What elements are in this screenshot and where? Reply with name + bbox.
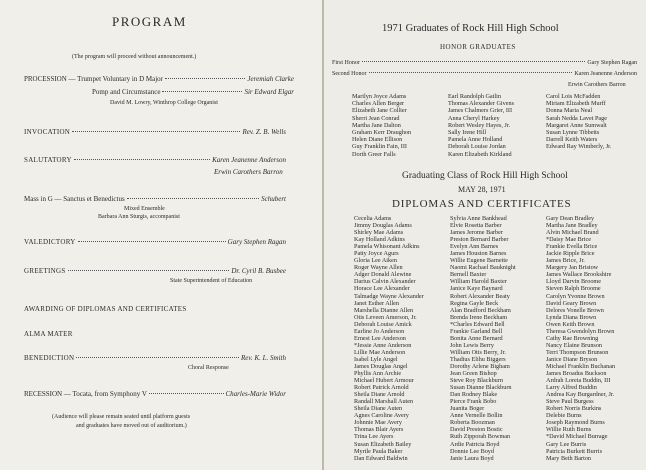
graduate-name: Susan Elizabeth Bailey <box>354 440 412 448</box>
honor-name: Donna Maria Neal <box>546 107 593 115</box>
graduate-name: Brenda Irene Beckham <box>450 313 508 321</box>
honor-name: Sally Irene Hill <box>448 129 487 137</box>
honor-name: Helen Diane Ellison <box>352 136 403 144</box>
graduate-name: Cecelia Adams <box>354 215 392 222</box>
graduate-name: Ardrah Loreta Buddin, III <box>546 377 611 385</box>
graduate-name: Darius Calvin Alexander <box>354 278 416 286</box>
graduate-name: William Otis Berry, Jr. <box>450 348 506 356</box>
honor-name: Margaret Anne Sumwalt <box>546 121 607 129</box>
honor-heading: HONOR GRADUATES <box>440 43 516 51</box>
graduate-name: Donnie Lee Boyd <box>450 447 494 455</box>
graduate-name: Isabel Lyle Angel <box>354 355 398 363</box>
graduate-name: Thadius Elihu Biggers <box>450 355 506 363</box>
graduate-name: Johnnie Mae Avery <box>354 419 402 427</box>
graduate-name: Pamela Whisonant Adkins <box>354 243 420 251</box>
graduate-name: Margery Jan Bristow <box>546 264 599 272</box>
graduate-name: Myrtle Paula Baker <box>354 447 403 455</box>
honor-name: Karen Elizabeth Kirkland <box>448 150 512 158</box>
graduate-name: James Houston Barnes <box>450 250 507 258</box>
graduate-name: Willie Eugene Barnette <box>450 257 508 265</box>
graduate-name: Ardie Patricia Boyd <box>450 440 500 448</box>
honor-name: Thomas Alexander Givens <box>448 100 514 108</box>
graduate-name: Jimmy Douglas Adams <box>354 222 412 230</box>
mass-ensemble: Mixed Ensemble <box>124 206 165 212</box>
graduate-name: Sheila Diane Auten <box>354 405 403 413</box>
salutatory-row: SALUTATORY Karen Jeanenne Anderson <box>24 156 286 164</box>
graduate-name: Evelyn Ann Barnes <box>450 243 499 251</box>
graduate-name: Delores Vonelle Brown <box>546 306 604 314</box>
graduate-name: Preston Bernard Barber <box>450 236 509 244</box>
closing-note-2: and graduates have moved out of auditorium.) <box>76 423 187 429</box>
graduate-name: Andrea Kay Burgardner, Jr. <box>546 391 615 399</box>
diplomas-heading: DIPLOMAS AND CERTIFICATES <box>392 198 572 210</box>
honor-name: Charles Allen Berger <box>352 100 405 108</box>
graduate-name: Earline Jo Anderson <box>354 327 405 335</box>
honor-name: Edward Ray Wimberly, Jr. <box>546 143 612 151</box>
graduate-name: Jackie Ripple Brice <box>546 250 595 258</box>
graduate-name: Patricia Burkett Burris <box>546 447 603 455</box>
graduate-name: Thomas Blair Ayers <box>354 426 404 434</box>
recession-row: RECESSION — Tocata, from Symphony V Charles-Marie Widor <box>24 390 286 398</box>
honor-name: Deborah Louise Jordan <box>448 143 506 151</box>
graduate-name: Deborah Louise Amick <box>354 320 412 328</box>
graduate-name: Theresa Gwendolyn Brown <box>546 327 615 335</box>
diploma-column-1 <box>354 215 424 462</box>
graduate-name: Robert Alexander Beaty <box>450 292 510 300</box>
honor-column-2 <box>448 93 514 158</box>
graduate-name: John Lewis Berry <box>450 341 494 349</box>
honor-name: James Chalmers Grier, III <box>448 107 513 115</box>
alma-mater-heading: ALMA MATER <box>24 330 73 338</box>
graduate-name: Jean Green Bishop <box>450 370 497 378</box>
graduate-name: Susan Dianne Blackburn <box>450 384 512 392</box>
graduate-name: Agnes Caroline Avery <box>354 412 409 420</box>
honor-name: Carol Lois McFadden <box>546 93 601 100</box>
graduate-name: Carolyn Yvonne Brown <box>546 292 605 300</box>
graduate-name: Roger Wayne Allen <box>354 264 403 272</box>
honor-name: Miriam Elizabeth Murff <box>546 100 606 108</box>
honor-name: Martha Jane Dalton <box>352 121 401 129</box>
invocation-row: INVOCATION Rev. Z. B. Wells <box>24 128 286 136</box>
class-date: MAY 28, 1971 <box>458 185 506 194</box>
graduate-name: James Douglas Angel <box>354 362 408 370</box>
graduate-name: *Charles Edward Bell <box>450 320 505 328</box>
graduate-name: Randall Marshall Auten <box>354 398 414 406</box>
graduate-name: Janice Diane Bryson <box>546 355 598 363</box>
graduate-name: James Brice, Jr. <box>546 257 585 265</box>
graduate-name: Steven Ralph Broome <box>546 285 601 293</box>
graduate-name: Lloyd Darvin Broome <box>546 278 601 286</box>
graduate-name: Sheila Diane Arnold <box>354 391 405 399</box>
graduate-name: Kay Holland Adkins <box>354 236 405 244</box>
graduate-name: Mary Beth Barton <box>546 454 592 462</box>
graduate-name: Michael Hubert Armour <box>354 377 414 385</box>
graduate-name: Phyllis Ann Archie <box>354 370 402 378</box>
first-honor-row: First Honor Gary Stephen Ragan <box>332 60 637 66</box>
graduate-name: Martha Jane Bradley <box>546 222 598 230</box>
graduate-name: Marshella Dianne Allen <box>354 306 414 314</box>
greetings-row: GREETINGS Dr. Cyril B. Busbee <box>24 267 286 275</box>
graduate-name: *David Michael Burrage <box>546 433 608 441</box>
graduate-name: Willie Ruth Burns <box>546 426 592 434</box>
graduate-name: Talmadge Wayne Alexander <box>354 292 424 300</box>
graduate-name: Terri Thompson Brunson <box>546 348 609 356</box>
honor-name: Darrell Keith Waters <box>546 136 598 144</box>
choral-response: Choral Response <box>188 365 229 371</box>
graduate-name: Elvie Rosetta Barber <box>450 222 502 230</box>
mass-accompanist: Barbara Ann Sturgis, accompanist <box>98 214 180 220</box>
graduate-name: Ernest Lee Anderson <box>354 334 406 342</box>
graduate-name: Lillie Mae Anderson <box>354 348 406 356</box>
graduate-name: Larry Alfred Buddin <box>546 384 597 392</box>
honor-name: Robert Wesley Hayes, Jr. <box>448 121 511 129</box>
graduate-name: Shirley Mae Adams <box>354 229 404 237</box>
graduate-name: Cathy Rae Browning <box>546 334 599 342</box>
organist: David M. Lowry, Winthrop College Organist <box>110 100 218 106</box>
honor-name: Sherri Jean Conrad <box>352 114 400 122</box>
graduate-name: Dan Edward Baldwin <box>354 454 408 462</box>
graduate-name: Robert Norris Burkins <box>546 405 602 413</box>
program-title: PROGRAM <box>112 14 187 29</box>
graduate-name: *Daisy Mae Brice <box>546 236 592 244</box>
graduate-name: James Wallace Brookshire <box>546 271 612 279</box>
graduate-name: Pierce Frank Bobo <box>450 398 497 406</box>
honor-column-3 <box>546 93 611 151</box>
graduate-name: Patty Joyce Agurs <box>354 250 399 258</box>
graduates-page <box>324 0 646 470</box>
graduate-name: Gary Dean Bradley <box>546 215 595 222</box>
graduate-name: Owen Keith Brown <box>546 320 595 328</box>
graduate-name: Trina Lee Ayers <box>354 433 394 441</box>
graduate-name: Steve Roy Blackburn <box>450 377 503 385</box>
graduate-name: Gloria Lee Aiken <box>354 257 397 265</box>
program-page <box>0 0 322 470</box>
salutatory-name-2: Erwin Carothers Barron <box>214 168 283 176</box>
graduate-name: Alan Bradford Beckham <box>450 306 511 314</box>
graduate-name: Robert Patrick Arnold <box>354 384 409 392</box>
graduate-name: Nancy Elaine Brunson <box>546 341 603 349</box>
graduate-name: James Broadus Buckson <box>546 370 607 378</box>
graduate-name: Lynda Diana Brown <box>546 313 597 321</box>
pomp-row: Pomp and Circumstance Sir Edward Elgar <box>92 88 294 96</box>
graduate-name: David Preston Bostic <box>450 426 503 434</box>
graduate-name: Frankie Garland Bell <box>450 327 503 335</box>
graduate-name: Alvin Michael Brand <box>546 229 599 237</box>
second-honor-name-2: Erwin Carothers Barron <box>568 82 626 88</box>
graduate-name: James Jerome Barber <box>450 229 503 237</box>
honor-name: Elizabeth Jane Collier <box>352 107 407 115</box>
honor-name: Graham Kerr Draughon <box>352 129 412 137</box>
honor-name: Marilyn Joyce Adams <box>352 93 407 100</box>
valedictory-row: VALEDICTORY Gary Stephen Ragan <box>24 238 286 246</box>
graduate-name: Ruth Zipporah Bowman <box>450 433 511 441</box>
honor-column-1 <box>352 93 411 158</box>
graduate-name: Juanita Boger <box>450 405 485 413</box>
graduate-name: Anne Vernelle Bollin <box>450 412 503 420</box>
graduate-name: Sylvia Anne Bankhead <box>450 215 507 222</box>
graduate-name: Frankie Evella Brice <box>546 243 598 251</box>
second-honor-row: Second Honor Karen Jeanenne Anderson <box>332 71 637 77</box>
closing-note-1: (Audience will please remain seated until platform guests <box>52 414 191 420</box>
graduate-name: Janie Laura Boyd <box>450 454 494 462</box>
awarding-heading: AWARDING OF DIPLOMAS AND CERTIFICATES <box>24 305 187 313</box>
graduate-name: Janet Esther Allen <box>354 299 400 307</box>
program-note: (The program will proceed without announcement.) <box>72 54 197 60</box>
honor-name: Dorth Greer Falls <box>352 150 396 158</box>
diploma-column-2 <box>450 215 516 462</box>
graduate-name: Roberta Boozman <box>450 419 495 427</box>
graduates-title: 1971 Graduates of Rock Hill High School <box>382 23 559 34</box>
graduate-name: Steve Paul Burgess <box>546 398 594 406</box>
class-title: Graduating Class of Rock Hill High School <box>402 171 568 181</box>
diploma-column-3 <box>546 215 615 462</box>
graduate-name: Dan Rodney Blake <box>450 391 498 399</box>
graduate-name: Bernell Baxter <box>450 271 487 279</box>
honor-name: Earl Randolph Gatlin <box>448 93 501 100</box>
mass-row: Mass in G — Sanctus et Benedictus Schubert <box>24 195 286 203</box>
honor-name: Pamela Anne Holland <box>448 136 503 144</box>
honor-name: Sarah Nedda Lavet Page <box>546 114 607 122</box>
graduate-name: Gary Lee Burris <box>546 440 587 448</box>
greetings-title: State Superintendent of Education <box>170 278 253 284</box>
benediction-row: BENEDICTION Rev. K. L. Smith <box>24 354 286 362</box>
graduate-name: William Harold Baxter <box>450 278 507 286</box>
processional-row: PROCESSION — Trumpet Voluntary in D Major Jeremiah Clarke <box>24 75 294 83</box>
honor-name: Guy Franklin Fain, III <box>352 143 407 151</box>
graduate-name: *Jessie Anne Anderson <box>354 341 412 349</box>
graduate-name: Delebie Burns <box>546 412 582 420</box>
graduate-name: Regina Gayle Beck <box>450 299 499 307</box>
graduate-name: Michael Franklin Buchanan <box>546 362 616 370</box>
graduate-name: Naomi Rachael Bauknight <box>450 264 516 272</box>
graduate-name: Janice Kaye Baynard <box>450 285 503 293</box>
graduate-name: Joseph Raymond Burns <box>546 419 605 427</box>
graduate-name: David Geary Brown <box>546 299 597 307</box>
honor-name: Anna Cheryl Harkey <box>448 114 500 122</box>
graduate-name: Dorothy Arlene Bigham <box>450 362 510 370</box>
graduate-name: Adger Donald Alewine <box>354 271 412 279</box>
graduate-name: Bonita Anne Bernard <box>450 334 503 342</box>
honor-name: Susan Lynne Tibbetts <box>546 129 600 137</box>
graduate-name: Otis Leveen Amerson, Jr. <box>354 313 417 321</box>
graduate-name: Horace Lee Alexander <box>354 285 410 293</box>
